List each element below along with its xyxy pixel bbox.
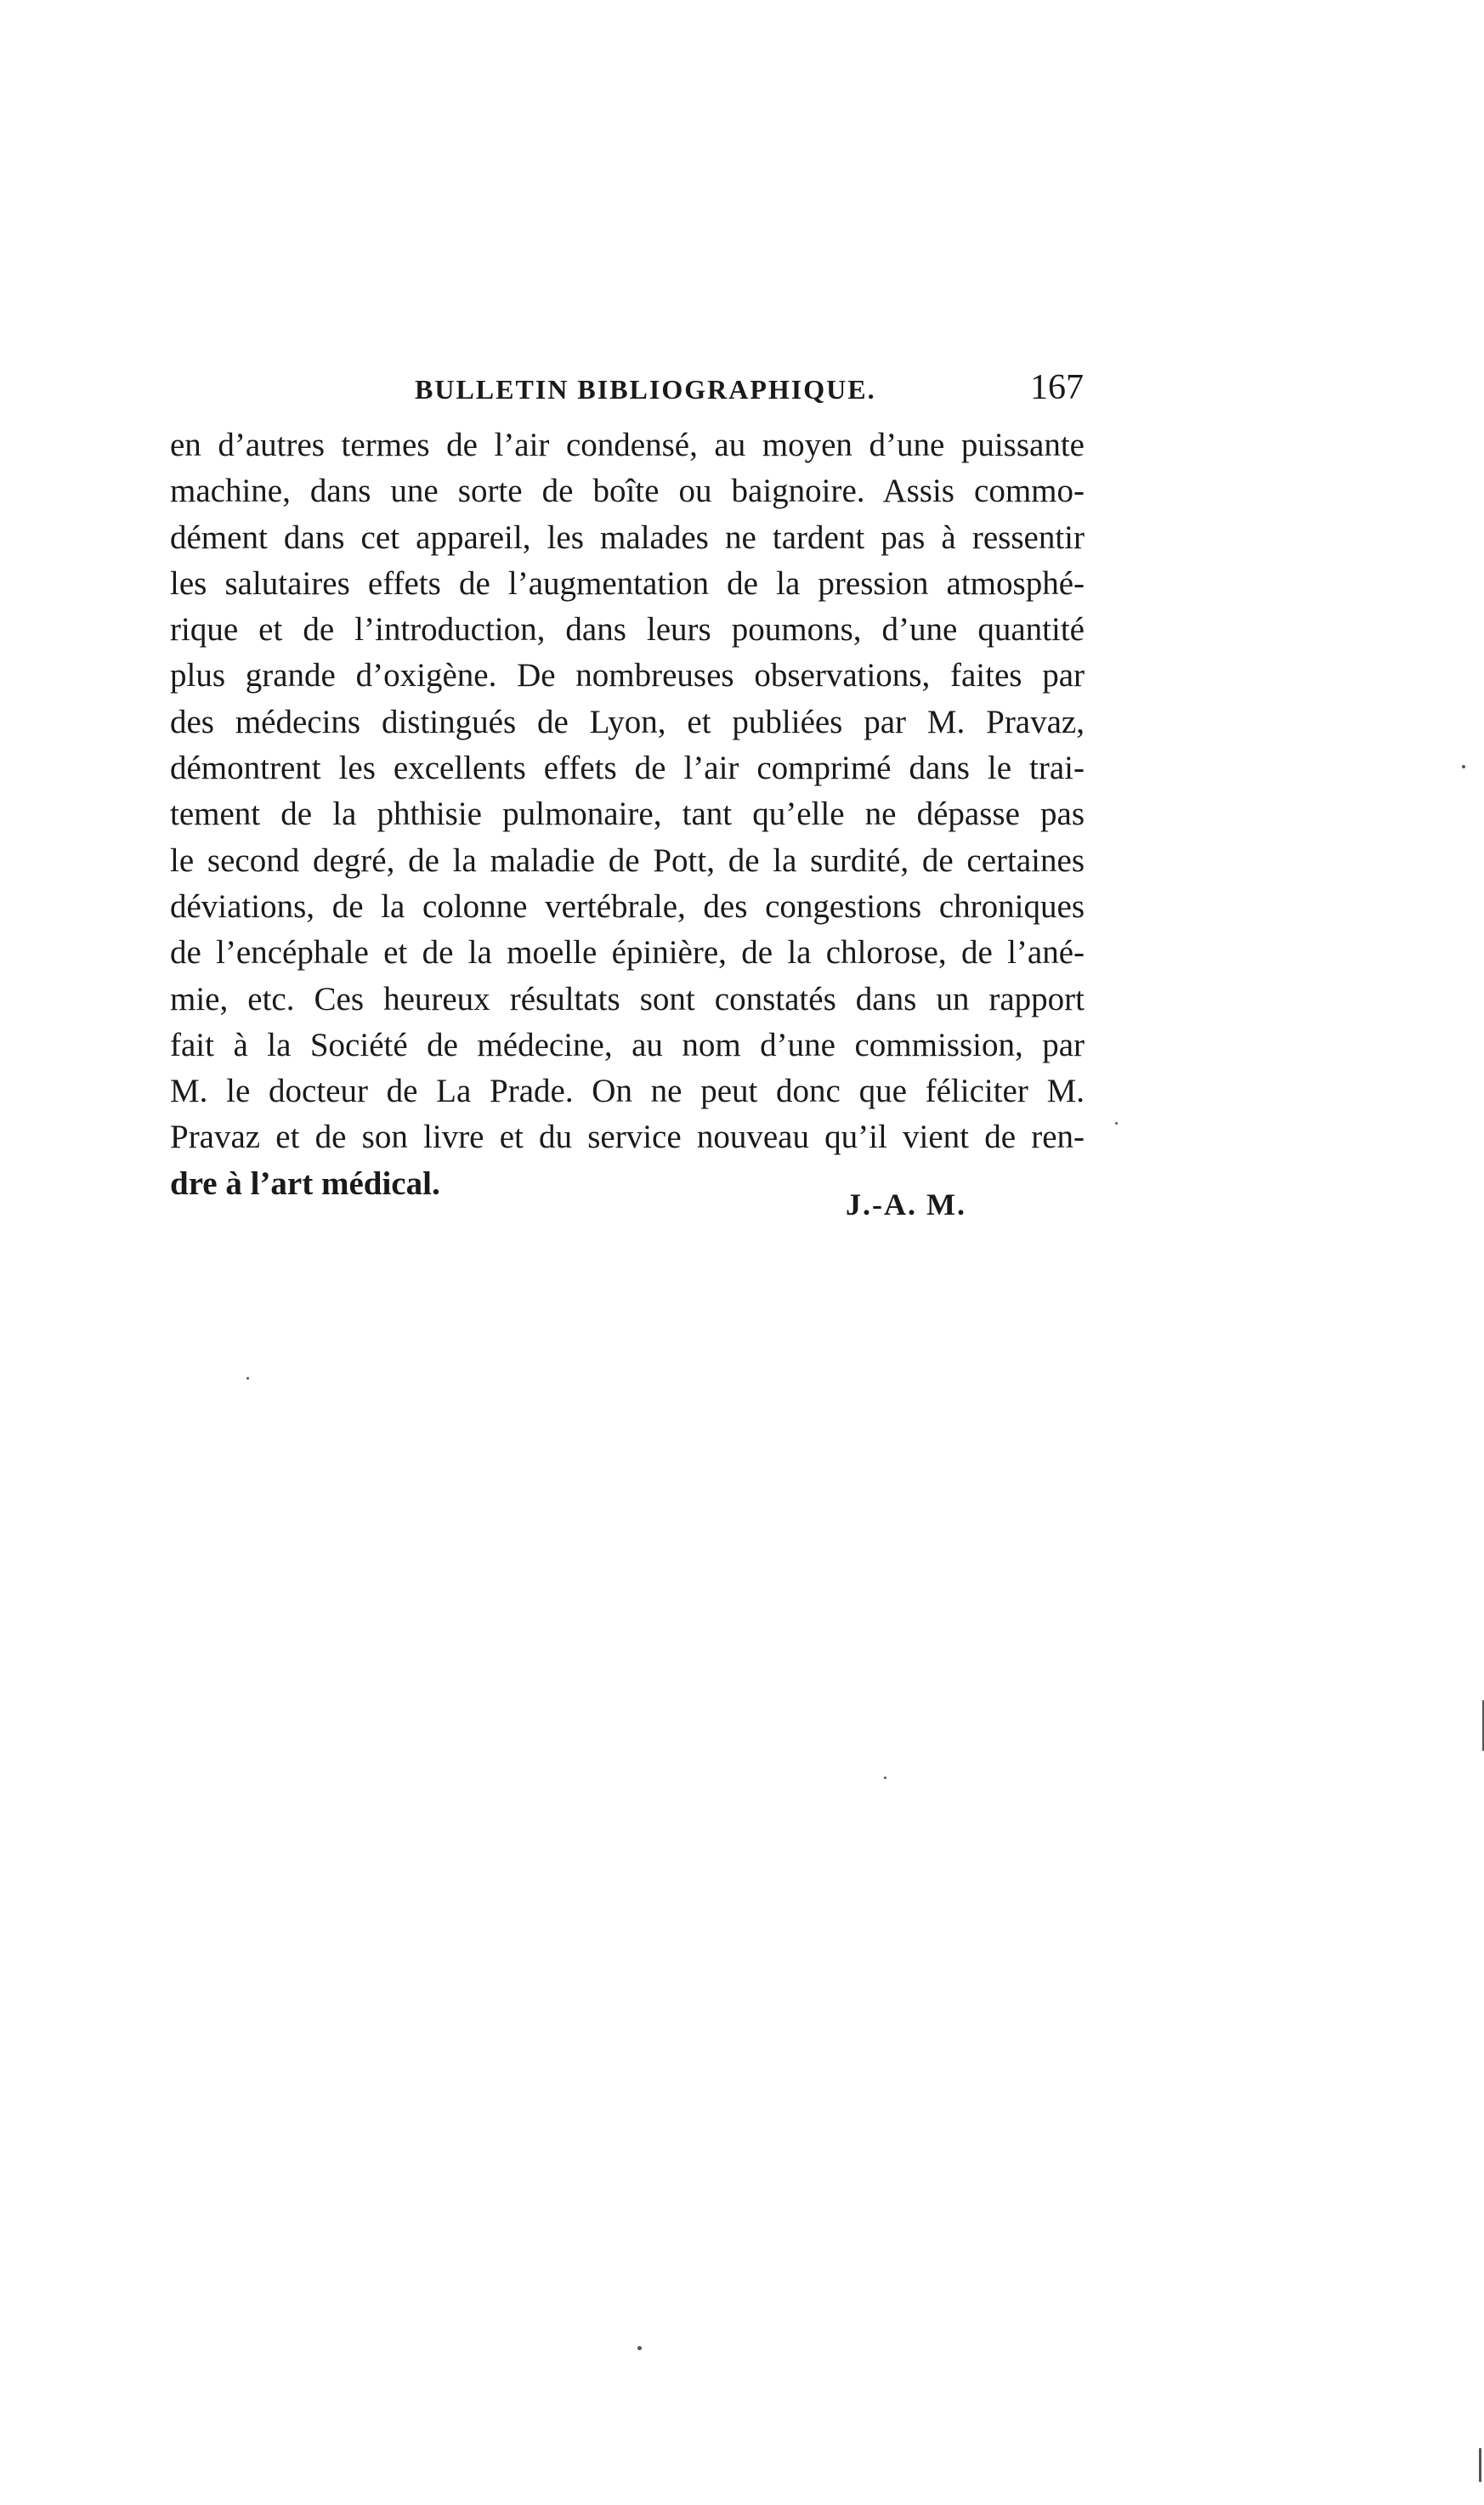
- scan-speck: [637, 2346, 642, 2350]
- text-line: dre à l’art médical.: [170, 1165, 440, 1202]
- text-line: fait à la Société de médecine, au nom d’une commission, par: [170, 1026, 1085, 1063]
- body-paragraph: [170, 422, 1085, 1207]
- text-line: tement de la phthisie pulmonaire, tant qu’elle ne dépasse pas: [170, 796, 1085, 833]
- text-line: le second degré, de la maladie de Pott, de la surdité, de certaines: [170, 842, 1085, 879]
- text-line: mie, etc. Ces heureux résultats sont constatés dans un rapport: [170, 980, 1085, 1017]
- text-line: de l’encéphale et de la moelle épinière, de la chlorose, de l’ané-: [170, 934, 1085, 972]
- scan-speck: [1115, 1122, 1118, 1125]
- text-line: M. le docteur de La Prade. On ne peut donc que féliciter M.: [170, 1073, 1085, 1110]
- text-line: déviations, de la colonne vertébrale, des congestions chroniques: [170, 887, 1085, 925]
- text-line: machine, dans une sorte de boîte ou baignoire. Assis commo-: [170, 473, 1085, 510]
- scan-speck: [1462, 765, 1465, 768]
- author-signature: J.-A. M.: [846, 1187, 966, 1221]
- text-line: rique et de l’introduction, dans leurs poumons, d’une quantité: [170, 611, 1085, 649]
- text-line: les salutaires effets de l’augmentation de la pression atmosphé-: [170, 564, 1085, 602]
- scan-speck: [884, 1777, 886, 1779]
- running-head: [174, 367, 1084, 418]
- text-line: démontrent les excellents effets de l’air comprimé dans le trai-: [170, 750, 1085, 787]
- scan-speck: [246, 1377, 249, 1380]
- text-line: dément dans cet appareil, les malades ne tardent pas à ressentir: [170, 519, 1085, 556]
- text-line: plus grande d’oxigène. De nombreuses observations, faites par: [170, 657, 1085, 694]
- text-line: en d’autres termes de l’air condensé, au moyen d’une puissante: [170, 427, 1085, 463]
- running-title: BULLETIN BIBLIOGRAPHIQUE.: [415, 374, 876, 405]
- text-line: Pravaz et de son livre et du service nouveau qu’il vient de ren-: [170, 1119, 1085, 1156]
- text-line: des médecins distingués de Lyon, et publiées par M. Pravaz,: [170, 703, 1085, 740]
- page-number: 167: [1030, 368, 1084, 407]
- scan-speck: [1479, 2448, 1481, 2482]
